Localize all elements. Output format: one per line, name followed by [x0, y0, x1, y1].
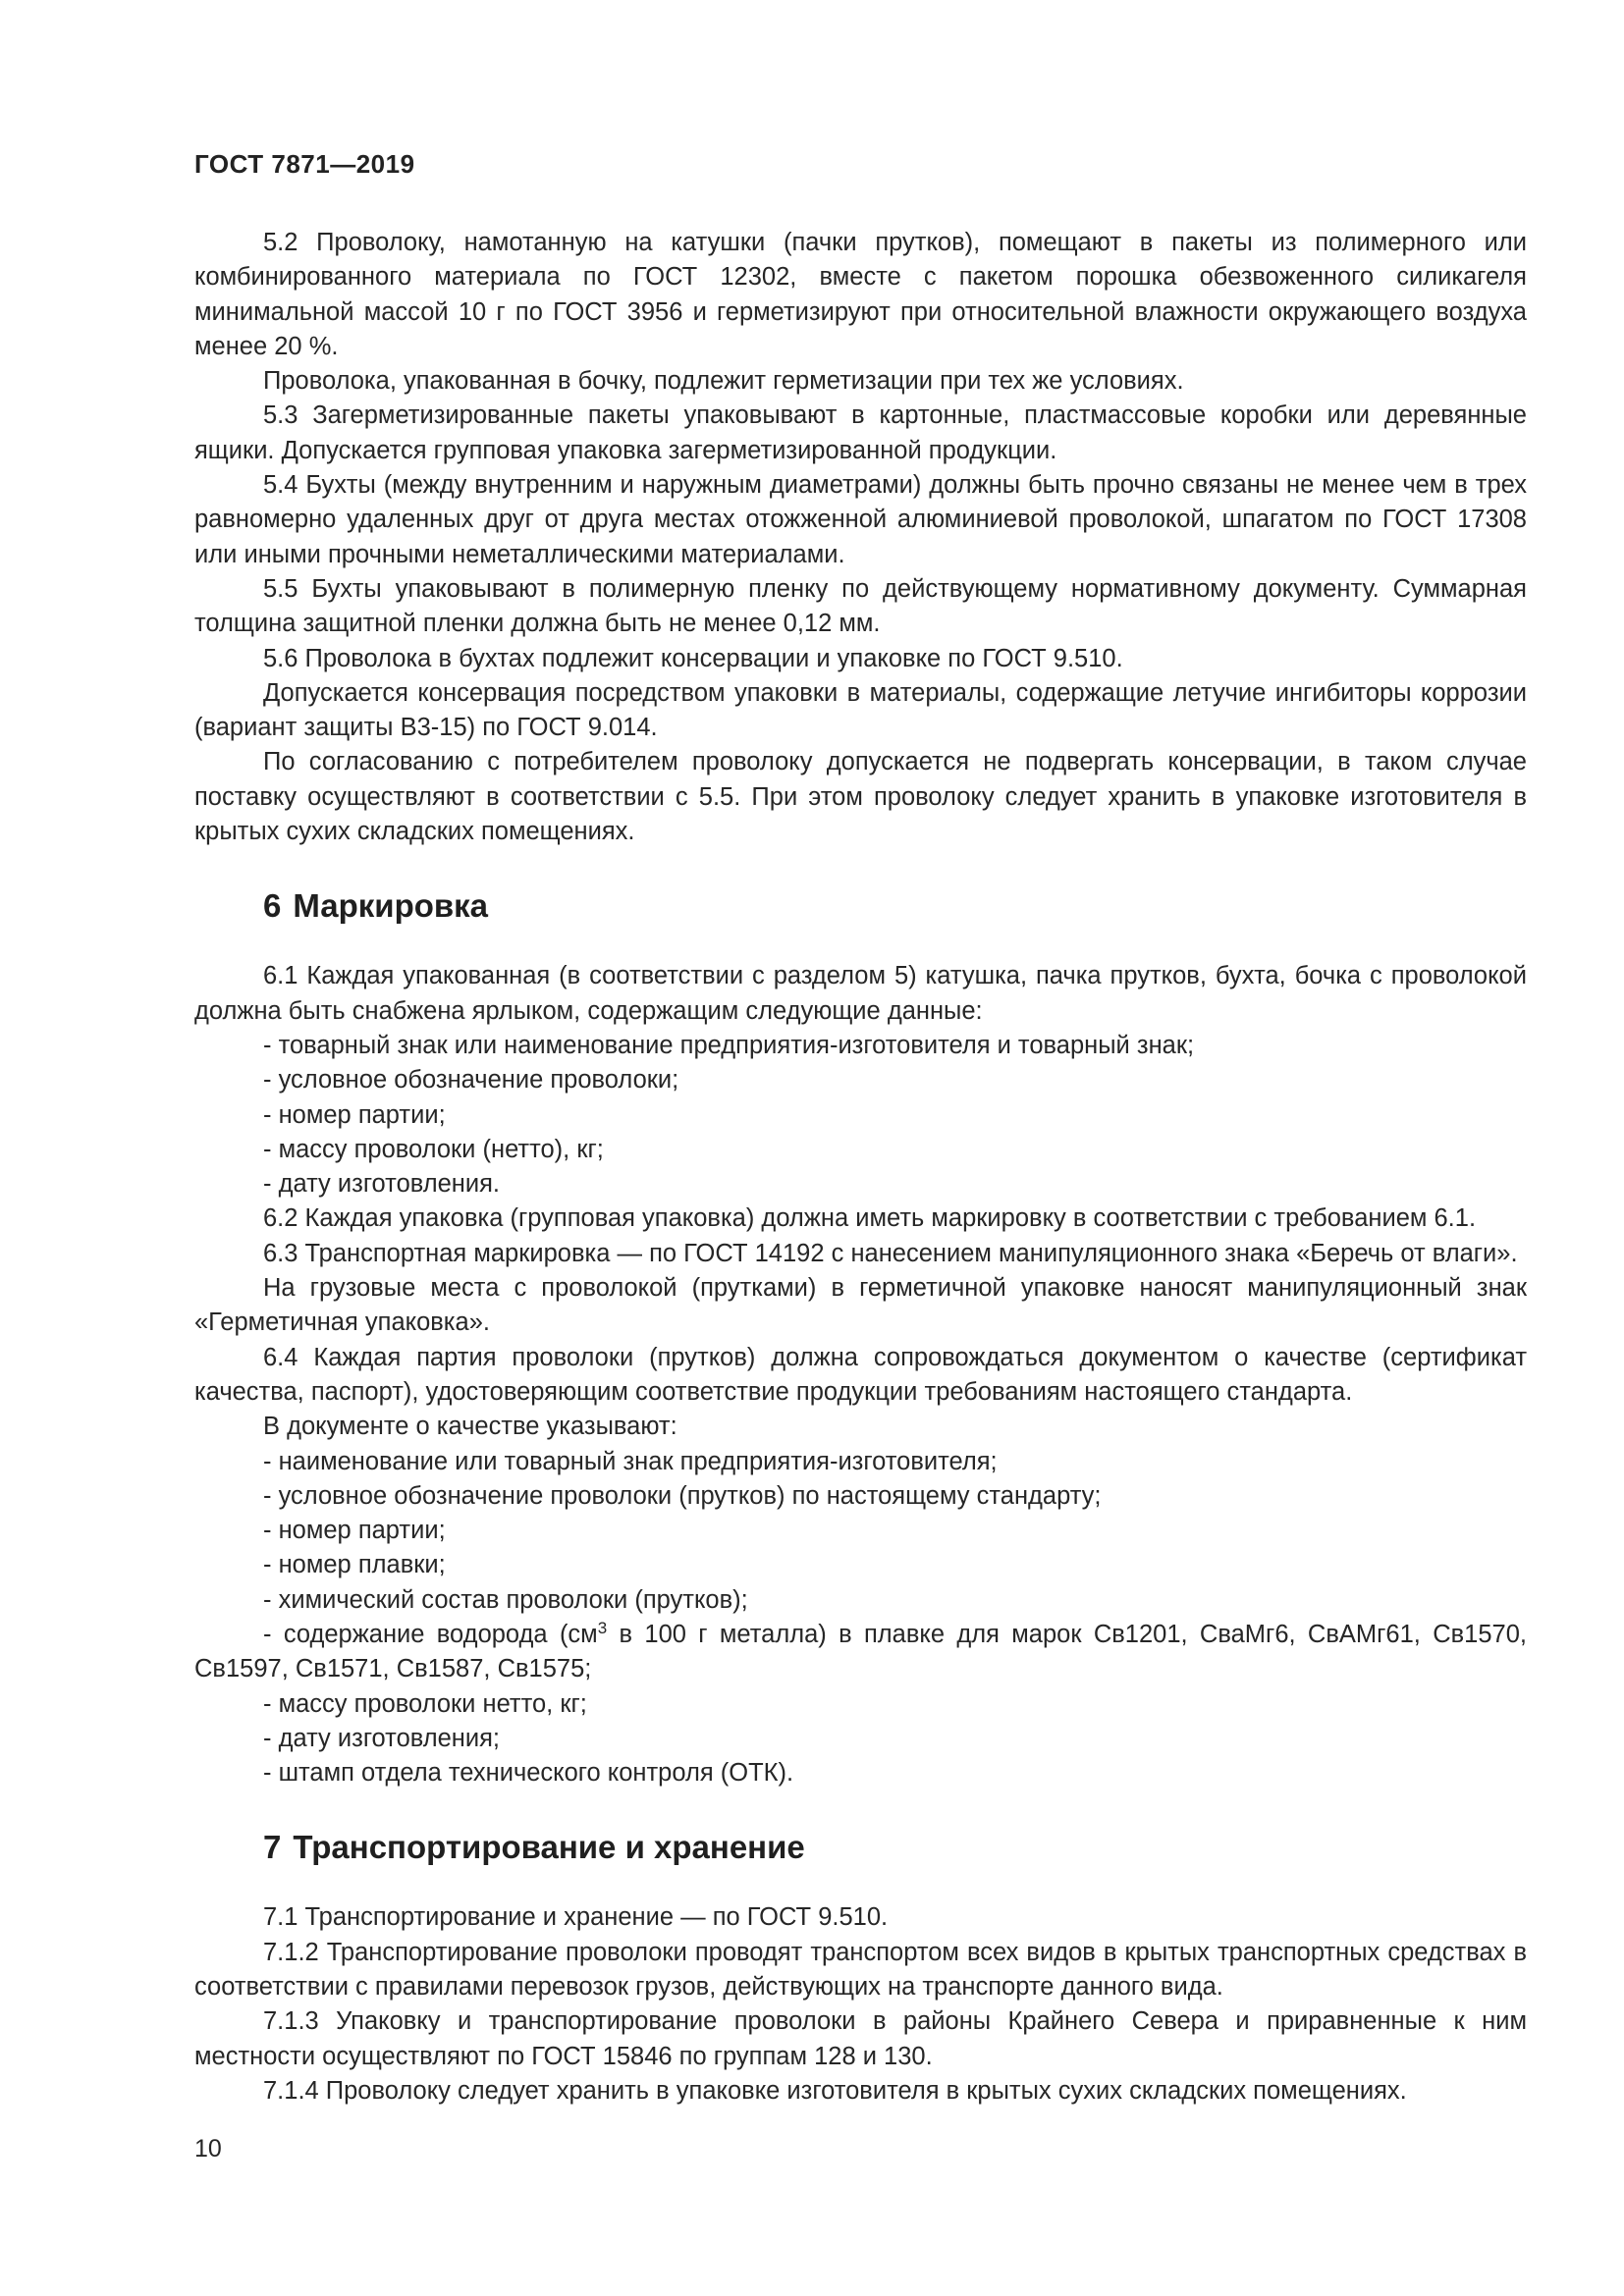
list-item: - номер партии;	[263, 1100, 446, 1129]
section-title: Маркировка	[293, 887, 489, 925]
list-item: - массу проволоки (нетто), кг;	[263, 1135, 604, 1163]
list-item: - условное обозначение проволоки (прутков) по настоящему стандарту;	[263, 1481, 1102, 1510]
hydrogen-text-before: - содержание водорода (см	[263, 1620, 598, 1648]
paragraph-6-4-document: В документе о качестве указывают:	[263, 1413, 677, 1441]
paragraph-6-3-sealed: На грузовые места с проволокой (прутками) в герметичной упаковке наносят манипуляционный знак «Герметичная упаковка».	[194, 1274, 1527, 1337]
list-item: - условное обозначение проволоки;	[263, 1066, 679, 1095]
paragraph-7-1-3: 7.1.3 Упаковку и транспортирование проволоки в районы Крайнего Севера и приравненные к ним местности осуществляют по ГОСТ 15846 по группам 128 и 130.	[194, 2007, 1527, 2070]
paragraph-5-6-conservation: Допускается консервация посредством упаковки в материалы, содержащие летучие ингибиторы коррозии (вариант защиты В3-15) по ГОСТ 9.014.	[194, 678, 1527, 742]
superscript: 3	[597, 1618, 608, 1637]
paragraph-5-6: 5.6 Проволока в бухтах подлежит консервации и упаковке по ГОСТ 9.510.	[263, 644, 1123, 672]
list-item: - штамп отдела технического контроля (ОТК).	[263, 1759, 794, 1788]
document-body	[194, 226, 1527, 2109]
paragraph-5-4: 5.4 Бухты (между внутренним и наружным диаметрами) должны быть прочно связаны не менее чем в трех равномерно удаленных друг от друга местах отожженной алюминиевой проволокой, шпагатом по ГОСТ 17308 или иными прочными неметаллическими материалами.	[194, 471, 1527, 568]
list-item: - наименование или товарный знак предприятия-изготовителя;	[263, 1447, 998, 1475]
section-number: 7	[263, 1829, 282, 1866]
paragraph-5-2: 5.2 Проволоку, намотанную на катушки (пачки прутков), помещают в пакеты из полимерного или комбинированного материала по ГОСТ 12302, вместе с пакетом порошка обезвоженного силикагеля минимальной массой 10 г по ГОСТ 3956 и герметизируют при относительной влажности окружающего воздуха менее 20 %.	[194, 229, 1527, 360]
section-title: Транспортирование и хранение	[293, 1829, 805, 1866]
list-item: - номер плавки;	[263, 1551, 446, 1579]
paragraph-7-1: 7.1 Транспортирование и хранение — по ГОСТ 9.510.	[263, 1903, 889, 1932]
hydrogen-text-after: в 100 г металла) в плавке для марок Св1201, СваМг6, СвАМг61, Св1570, Св1597, Св1571, Св1587, Св1575;	[194, 1620, 1527, 1683]
paragraph-7-1-4: 7.1.4 Проволоку следует хранить в упаковке изготовителя в крытых сухих складских помещениях.	[263, 2076, 1407, 2105]
list-item: - массу проволоки нетто, кг;	[263, 1689, 587, 1718]
paragraph-5-6-agreement: По согласованию с потребителем проволоку допускается не подвергать консервации, в таком случае поставку осуществляют в соответствии с 5.5. При этом проволоку следует хранить в упаковке изготовителя в крытых сухих складских помещениях.	[194, 748, 1527, 846]
paragraph-5-3: 5.3 Загерметизированные пакеты упаковывают в картонные, пластмассовые коробки или деревянные ящики. Допускается групповая упаковка загерметизированной продукции.	[194, 401, 1527, 464]
paragraph-6-2: 6.2 Каждая упаковка (групповая упаковка) должна иметь маркировку в соответствии с требованием 6.1.	[263, 1204, 1477, 1233]
paragraph-6-1: 6.1 Каждая упакованная (в соответствии с разделом 5) катушка, пачка прутков, бухта, бочка с проволокой должна быть снабжена ярлыком, содержащим следующие данные:	[194, 962, 1527, 1025]
list-item: - химический состав проволоки (прутков);	[263, 1585, 748, 1614]
section-heading-7	[263, 1828, 1527, 1867]
paragraph-6-3: 6.3 Транспортная маркировка — по ГОСТ 14192 с нанесением манипуляционного знака «Беречь от влаги».	[263, 1239, 1518, 1267]
list-item: - дату изготовления;	[263, 1724, 500, 1752]
section-number: 6	[263, 887, 282, 925]
document-header: ГОСТ 7871—2019	[194, 149, 415, 179]
paragraph-5-5: 5.5 Бухты упаковывают в полимерную пленку по действующему нормативному документу. Суммарная толщина защитной пленки должна быть не менее 0,12 мм.	[194, 574, 1527, 638]
paragraph-6-4: 6.4 Каждая партия проволоки (прутков) должна сопровождаться документом о качестве (сертификат качества, паспорт), удостоверяющим соответствие продукции требованиям настоящего стандарта.	[194, 1343, 1527, 1406]
list-item: - номер партии;	[263, 1517, 446, 1545]
section-heading-6	[263, 886, 1527, 926]
paragraph-7-1-2: 7.1.2 Транспортирование проволоки проводят транспортом всех видов в крытых транспортных средствах в соответствии с правилами перевозок грузов, действующих на транспорте данного вида.	[194, 1938, 1527, 2002]
paragraph-5-2-barrel: Проволока, упакованная в бочку, подлежит герметизации при тех же условиях.	[263, 367, 1184, 396]
list-item: - дату изготовления.	[263, 1170, 500, 1199]
list-item-hydrogen	[194, 1618, 1527, 1687]
page-number: 10	[194, 2135, 222, 2163]
list-item: - товарный знак или наименование предприятия-изготовителя и товарный знак;	[263, 1031, 1195, 1059]
